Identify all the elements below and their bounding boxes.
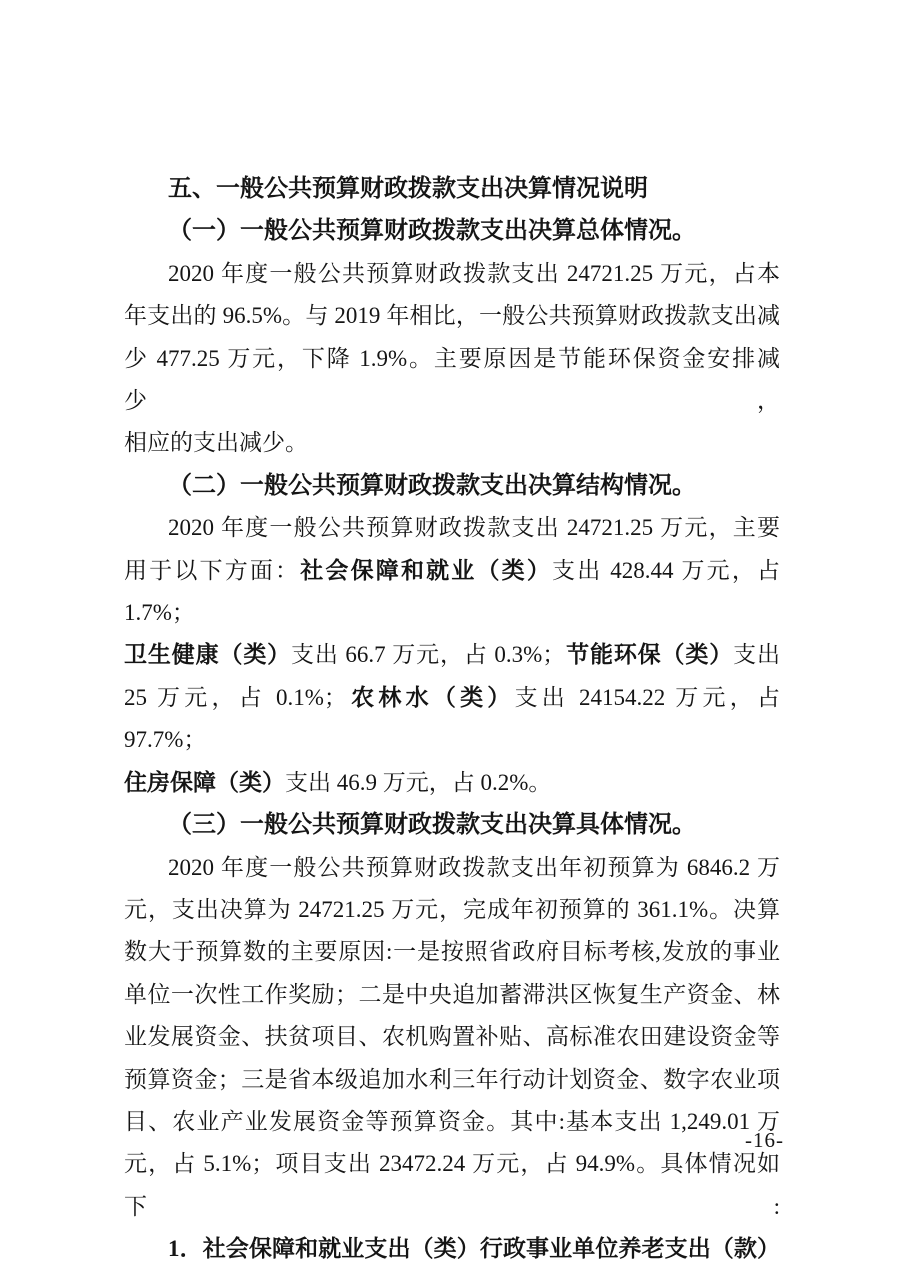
body-line: 少 477.25 万元，下降 1.9%。主要原因是节能环保资金安排减少，: [124, 345, 780, 414]
body-line: 数大于预算数的主要原因:一是按照省政府目标考核,发放的事业: [124, 939, 780, 965]
body-line: [124, 634, 780, 676]
text-segment: 支出: [733, 642, 781, 668]
body-line: 元，支出决算为 24721.25 万元，完成年初预算的 361.1%。决算: [124, 896, 780, 922]
body-line: 单位一次性工作奖励；二是中央追加蓄滞洪区恢复生产资金、林: [124, 981, 780, 1007]
text-segment: 25 万元，占 0.1%；: [124, 684, 347, 710]
text-segment: 支出 24154.22 万元，占 97.7%；: [124, 684, 781, 753]
body-line: 相应的支出减少。: [124, 430, 308, 456]
body-line: [124, 550, 780, 635]
expense-category-label: 节能环保（类）: [565, 642, 734, 668]
expense-category-label: 社会保障和就业（类）: [300, 557, 553, 583]
document-content: [124, 168, 780, 1271]
body-line: 年支出的 96.5%。与 2019 年相比，一般公共预算财政拨款支出减: [124, 303, 780, 329]
section-one-heading: （一）一般公共预算财政拨款支出决算总体情况。: [168, 218, 696, 245]
body-line: 业发展资金、扶贫项目、农机购置补贴、高标准农田建设资金等: [124, 1024, 780, 1050]
body-line: [124, 677, 780, 762]
expense-category-label: 卫生健康（类）: [124, 642, 292, 668]
body-line: [124, 762, 780, 804]
body-line: 目、农业产业发展资金等预算资金。其中:基本支出 1,249.01 万: [124, 1108, 780, 1134]
text-segment: 支出 46.9 万元，占 0.2%。: [285, 769, 552, 795]
section-three-heading: （三）一般公共预算财政拨款支出决算具体情况。: [168, 812, 696, 839]
body-line: 2020 年度一般公共预算财政拨款支出 24721.25 万元，主要: [168, 515, 780, 541]
body-line: 2020 年度一般公共预算财政拨款支出 24721.25 万元，占本: [168, 260, 780, 286]
body-line: 2020 年度一般公共预算财政拨款支出年初预算为 6846.2 万: [168, 854, 780, 880]
item-one-heading: 1．社会保障和就业支出（类）行政事业单位养老支出（款）: [168, 1236, 780, 1262]
expense-category-label: 农林水（类）: [346, 684, 515, 710]
text-segment: 用于以下方面：: [124, 557, 301, 583]
expense-category-label: 住房保障（类）: [124, 769, 285, 795]
text-segment: 支出 428.44 万元，占 1.7%；: [124, 557, 781, 626]
text-segment: 支出 66.7 万元，占 0.3%；: [291, 642, 566, 668]
page-number: -16-: [745, 1128, 784, 1152]
body-line: 元，占 5.1%；项目支出 23472.24 万元，占 94.9%。具体情况如下:: [124, 1151, 780, 1219]
body-line: 预算资金；三是省本级追加水利三年行动计划资金、数字农业项: [124, 1066, 780, 1092]
section-two-heading: （二）一般公共预算财政拨款支出决算结构情况。: [168, 472, 696, 499]
main-heading: 五、一般公共预算财政拨款支出决算情况说明: [168, 176, 648, 202]
